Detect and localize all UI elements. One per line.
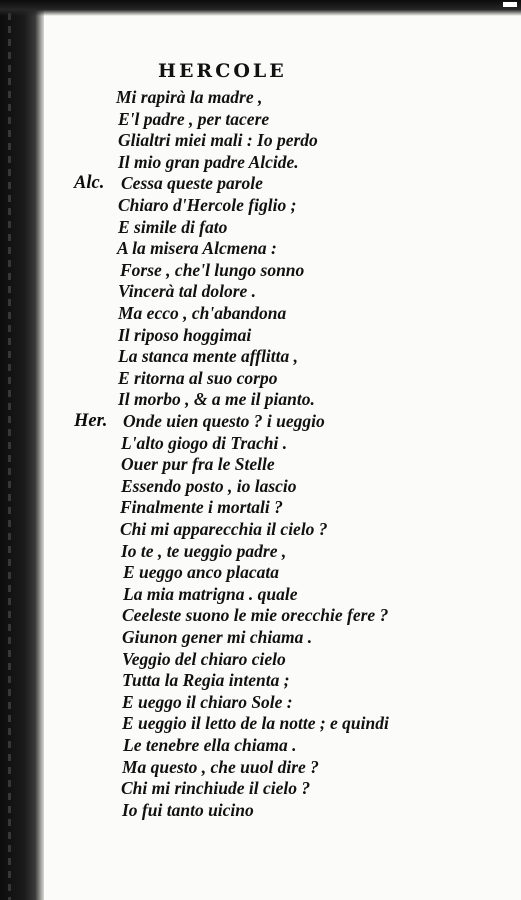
verse-line: Finalmente i mortali ? — [120, 497, 283, 517]
verse-line: Ceeleste suono le mie orecchie fere ? — [122, 605, 389, 625]
verse-line: Essendo posto , io lascio — [121, 476, 297, 496]
verse-line: Cessa queste parole — [121, 173, 263, 193]
verse-line: Tutta la Regia intenta ; — [122, 670, 290, 690]
verse-line: Veggio del chiaro cielo — [122, 649, 286, 669]
verse-line: E simile di fato — [118, 217, 228, 237]
verse-line: Chiaro d'Hercole figlio ; — [118, 195, 297, 215]
running-header: HERCOLE — [158, 60, 287, 82]
verse-line: Io te , te ueggio padre , — [121, 541, 287, 561]
verse-line: Onde uien questo ? i ueggio — [123, 411, 325, 431]
verse-line: Vincerà tal dolore . — [118, 281, 257, 301]
verse-line: E ueggio il letto de la notte ; e quindi — [122, 713, 389, 733]
verse-line: Il morbo , & a me il pianto. — [118, 389, 315, 409]
verse-line: Chi mi apparecchia il cielo ? — [120, 519, 328, 539]
verse-line: E'l padre , per tacere — [118, 109, 270, 129]
verse-line: Ma ecco , ch'abandona — [118, 303, 287, 323]
verse-line: Ouer pur fra le Stelle — [121, 454, 275, 474]
speaker-label: Alc. — [74, 173, 105, 193]
verse-line: E ritorna al suo corpo — [118, 368, 278, 388]
verse-line: L'alto giogo di Trachi . — [121, 433, 288, 453]
verse-line: Glialtri miei mali : Io perdo — [118, 130, 318, 150]
verse-line: Le tenebre ella chiama . — [123, 735, 297, 755]
verse-line: Chi mi rinchiude il cielo ? — [121, 778, 311, 798]
verse-line: La stanca mente afflitta , — [118, 346, 299, 366]
verse-line: E ueggo il chiaro Sole : — [122, 692, 293, 712]
verse-line: Io fui tanto uicino — [122, 800, 254, 820]
verse-line: Il riposo hoggimai — [118, 325, 252, 345]
verse-line: A la misera Alcmena : — [117, 238, 277, 258]
verse-line: E ueggo anco placata — [123, 562, 280, 582]
speaker-label: Her. — [74, 411, 108, 431]
verse-line: Il mio gran padre Alcide. — [118, 152, 299, 172]
verse-line: Mi rapirà la madre , — [116, 87, 263, 107]
verse-line: La mia matrigna . quale — [123, 584, 298, 604]
verse-line: Giunon gener mi chiama . — [122, 627, 313, 647]
verse-line: Ma questo , che uuol dire ? — [122, 757, 319, 777]
verse-line: Forse , che'l lungo sonno — [120, 260, 305, 280]
